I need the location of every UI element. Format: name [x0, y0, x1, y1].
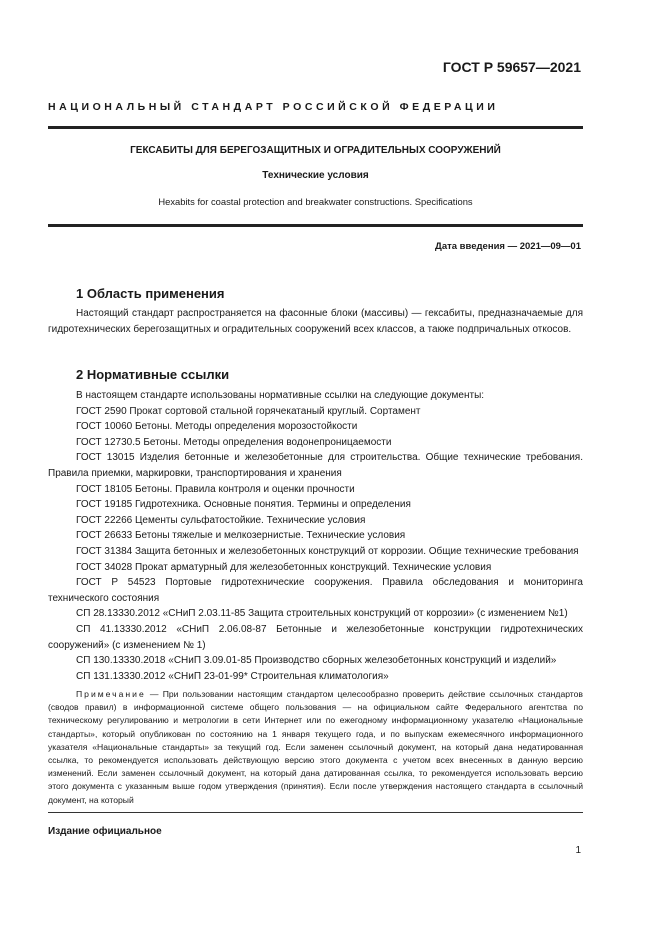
reference-item: ГОСТ 12730.5 Бетоны. Методы определения водонепроницаемости [76, 436, 392, 448]
note-paragraph [48, 688, 583, 807]
national-standard-heading: НАЦИОНАЛЬНЫЙ СТАНДАРТ РОССИЙСКОЙ ФЕДЕРАЦИИ [48, 101, 499, 113]
reference-item: ГОСТ Р 54523 Портовые гидротехнические сооружения. Правила обследования и мониторинга технического состояния [48, 577, 583, 604]
title-bottom-rule [48, 224, 583, 227]
section-2-heading: 2 Нормативные ссылки [76, 367, 230, 382]
section-1-paragraph: Настоящий стандарт распространяется на фасонные блоки (массивы) — гексабиты, предназначаемые для гидротехнических берегозащитных и оградительных сооружений всех классов, а также подпричальных откосов. [48, 308, 583, 335]
reference-item: ГОСТ 2590 Прокат сортовой стальной горячекатаный круглый. Сортамент [76, 405, 421, 417]
official-edition-label: Издание официальное [48, 826, 162, 837]
reference-item: ГОСТ 31384 Защита бетонных и железобетонных конструкций от коррозии. Общие технические требования [76, 545, 579, 557]
reference-item: СП 131.13330.2012 «СНиП 23-01-99* Строительная климатология» [76, 670, 389, 682]
standard-code: ГОСТ Р 59657—2021 [442, 59, 581, 75]
section-1-body [48, 306, 583, 337]
section-2-intro: В настоящем стандарте использованы нормативные ссылки на следующие документы: [76, 390, 485, 401]
introduction-date: Дата введения — 2021—09—01 [435, 241, 581, 252]
note-label: Примечание [76, 689, 146, 699]
reference-item: СП 41.13330.2012 «СНиП 2.06.08-87 Бетонные и железобетонные конструкции гидротехнических сооружений» (с изменением № 1) [48, 623, 583, 651]
footer-rule [48, 812, 583, 813]
reference-item: ГОСТ 34028 Прокат арматурный для железобетонных конструкций. Технические условия [76, 561, 492, 573]
document-subtitle: Технические условия [262, 170, 369, 181]
page-number: 1 [575, 845, 581, 856]
reference-item: СП 130.13330.2018 «СНиП 3.09.01-85 Производство сборных железобетонных конструкций и изделий» [76, 655, 557, 667]
reference-item: ГОСТ 10060 Бетоны. Методы определения морозостойкости [76, 421, 358, 433]
top-rule [48, 126, 583, 129]
section-2-body [48, 388, 583, 684]
reference-item: ГОСТ 19185 Гидротехника. Основные понятия. Термины и определения [76, 499, 411, 511]
reference-item: ГОСТ 13015 Изделия бетонные и железобетонные для строительства. Общие технические требования. Правила приемки, маркировки, транспортирования и хранения [48, 452, 583, 479]
english-title: Hexabits for coastal protection and breakwater constructions. Specifications [158, 196, 473, 207]
reference-item: ГОСТ 26633 Бетоны тяжелые и мелкозернистые. Технические условия [76, 530, 406, 542]
note-text: — При пользовании настоящим стандартом целесообразно проверить действие ссылочных стандартов (сводов правил) в информационной системе общего пользования — на официальном сайте Федерального агентства по техническому регулированию и метрологии в сети Интернет или по ежегодному информационному указателю «Национальные стандарты», который опубликован по состоянию на 1 января текущего года, и по выпускам ежемесячного информационного указателя «Национальные стандарты» за текущий год. Если заменен ссылочный документ, на который дана недатированная ссылка, то рекомендуется использовать действующую версию этого документа с учетом всех внесенных в данную версию изменений. Если заменен ссылочный документ, на который дана датированная ссылка, то рекомендуется использовать версию этого документа с указанным выше годом утверждения (принятия). Если после утверждения настоящего стандарта в ссылочный документ, на который [48, 689, 583, 805]
document-title: ГЕКСАБИТЫ ДЛЯ БЕРЕГОЗАЩИТНЫХ И ОГРАДИТЕЛЬНЫХ СООРУЖЕНИЙ [130, 145, 501, 156]
reference-item: СП 28.13330.2012 «СНиП 2.03.11-85 Защита строительных конструкций от коррозии» (с изменением №1) [76, 608, 568, 620]
section-1-heading: 1 Область применения [76, 286, 225, 301]
reference-item: ГОСТ 18105 Бетоны. Правила контроля и оценки прочности [76, 483, 355, 495]
reference-item: ГОСТ 22266 Цементы сульфатостойкие. Технические условия [76, 514, 366, 526]
